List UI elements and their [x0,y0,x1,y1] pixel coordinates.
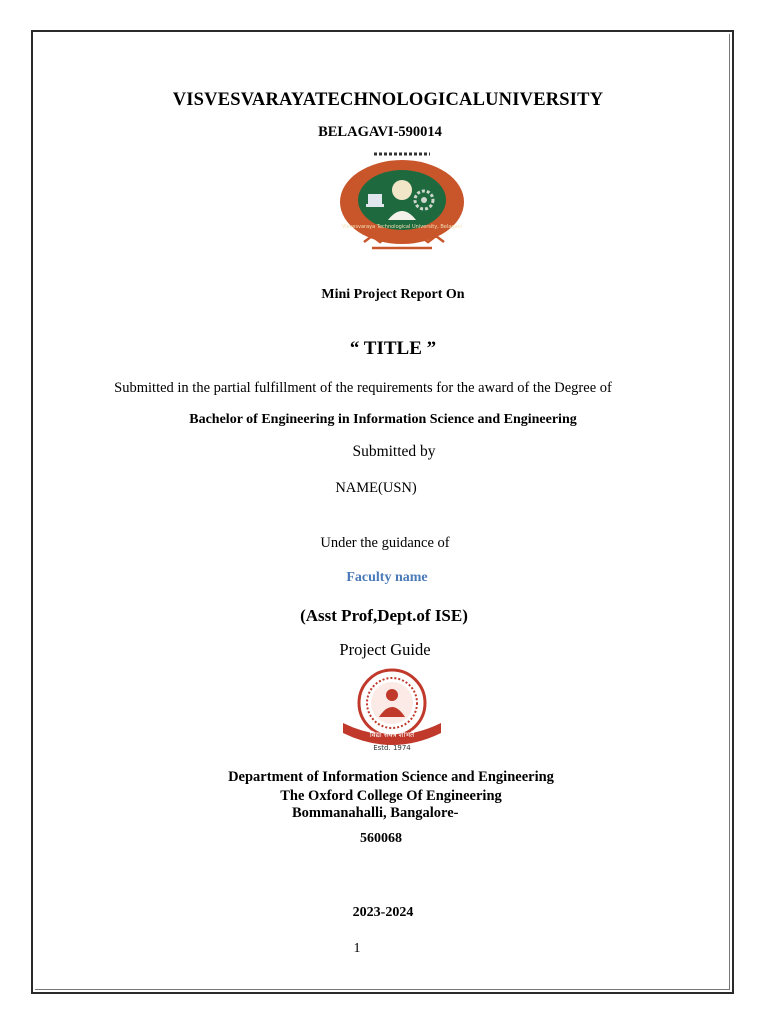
university-name: VISVESVARAYATECHNOLOGICALUNIVERSITY [172,90,604,110]
college-pincode: 560068 [360,831,402,846]
vtu-logo-caption: Visvesvaraya Technological University, Belagavi [342,224,462,230]
submission-text: Submitted in the partial fulfillment of the requirements for the award of the Degree of [114,380,612,396]
report-type-label: Mini Project Report On [321,287,465,302]
project-guide-label: Project Guide [339,640,431,659]
student-name: NAME(USN) [335,480,417,496]
guidance-label: Under the guidance of [320,535,450,551]
college-address: Bommanahalli, Bangalore- [292,805,459,821]
department-name: Department of Information Science and Engineering [228,769,554,785]
page-number: 1 [353,941,361,956]
academic-year: 2023-2024 [352,905,414,920]
college-name: The Oxford College Of Engineering [280,788,502,804]
oxford-logo-estd: Estd. 1974 [373,744,411,752]
vtu-logo [336,144,468,254]
university-location: BELAGAVI-590014 [318,124,442,140]
report-title: “ TITLE ” [349,338,437,359]
submitted-by-label: Submitted by [352,443,436,460]
oxford-logo-motto: विद्या सर्वत्र शोभते [369,731,415,739]
faculty-name: Faculty name [346,570,428,585]
oxford-college-logo [333,667,451,753]
degree-name: Bachelor of Engineering in Information Science and Engineering [189,412,577,427]
faculty-designation: (Asst Prof,Dept.of ISE) [300,606,468,625]
